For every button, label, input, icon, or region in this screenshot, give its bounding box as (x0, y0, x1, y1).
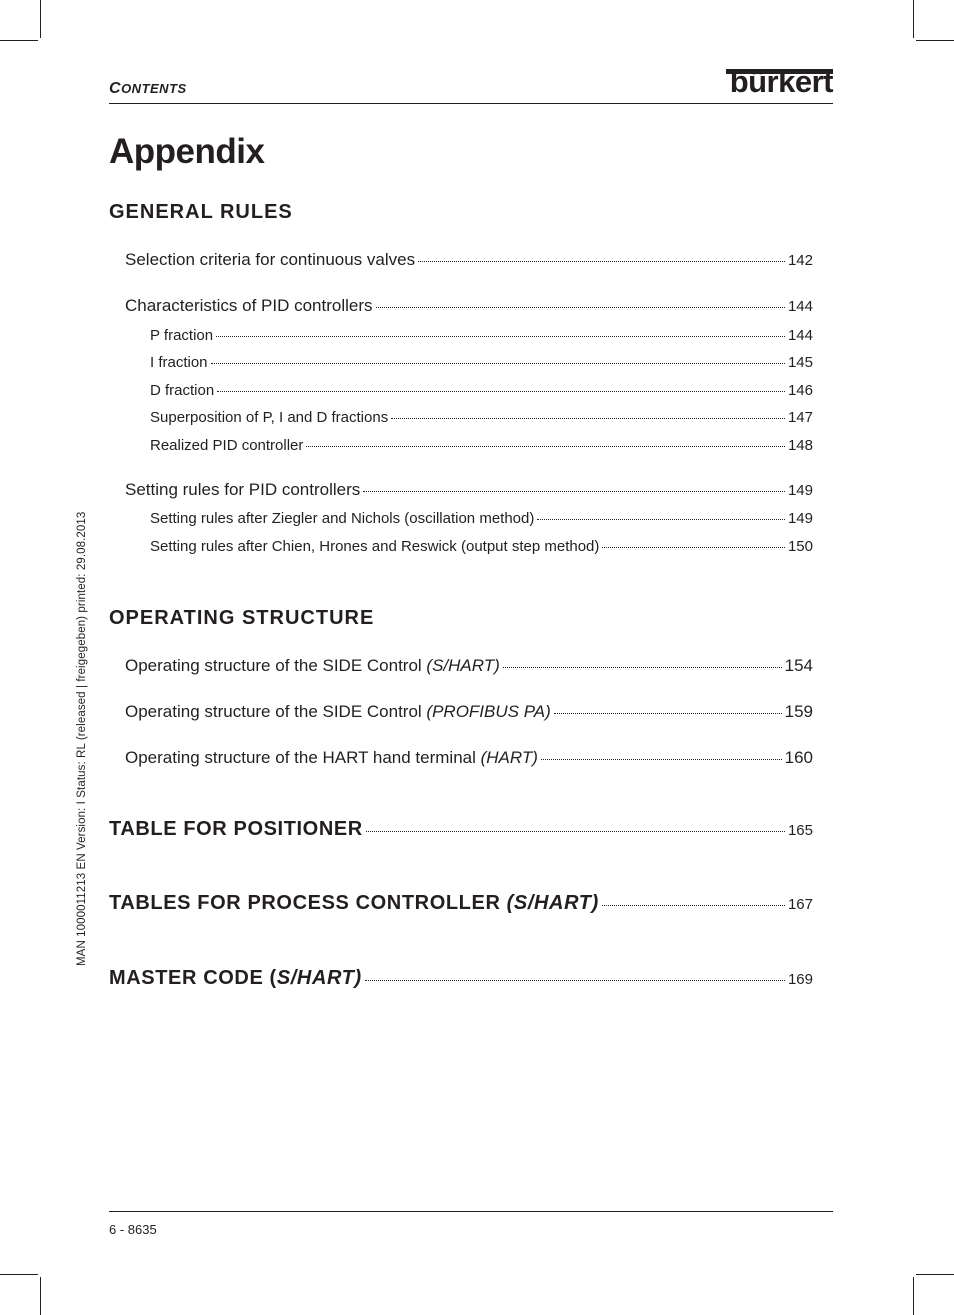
dot-leader (306, 446, 785, 447)
toc-subentry[interactable] (150, 327, 813, 344)
toc-subentry-label: Realized PID controller (150, 437, 304, 454)
toc-entry-label-variant: (PROFIBUS PA) (426, 702, 551, 721)
toc-entry[interactable] (125, 748, 813, 768)
toc-entry-label-text: Operating structure of the SIDE Control (125, 656, 427, 675)
toc-entry-label (125, 656, 500, 676)
toc-subentry-label: I fraction (150, 354, 208, 371)
dot-leader (503, 667, 782, 668)
toc-subentry-page: 147 (787, 409, 813, 426)
dot-leader (365, 980, 785, 981)
dot-leader (363, 491, 785, 492)
running-header (109, 80, 187, 98)
toc-entry-page: 142 (787, 252, 813, 269)
document-status-sidebar: MAN 1000011213 EN Version: I Status: RL (released | freigegeben) printed: 29.08.2013 (76, 511, 88, 966)
toc-entry-page: 144 (787, 298, 813, 315)
toc-entry-label-variant: (S/HART) (426, 656, 500, 675)
brand-logo: bürkert (729, 64, 833, 99)
toc-chapter-label-variant: (S/HART) (506, 892, 599, 914)
crop-mark (40, 1277, 41, 1315)
toc-entry-label (125, 748, 538, 768)
toc-entry[interactable] (125, 250, 813, 270)
toc-chapter-label (109, 892, 599, 915)
toc-chapter-master-code[interactable] (109, 967, 813, 990)
dot-leader (541, 759, 782, 760)
crop-mark (0, 40, 38, 41)
running-header-rest: ONTENTS (121, 81, 187, 96)
toc-subentry-page: 146 (787, 382, 813, 399)
dot-leader (391, 418, 785, 419)
toc-chapter-label-variant: S/HART) (276, 967, 362, 989)
toc-entry[interactable] (125, 702, 813, 722)
running-header-initial: C (109, 80, 122, 97)
crop-mark (916, 40, 954, 41)
dot-leader (602, 905, 785, 906)
toc-entry-label-text: Operating structure of the HART hand terminal (125, 748, 481, 767)
toc-subentry-page: 149 (787, 510, 813, 527)
dot-leader (537, 519, 785, 520)
toc-chapter-label-text: MASTER CODE ( (109, 967, 277, 989)
dot-leader (376, 307, 785, 308)
toc-chapter-page: 165 (787, 822, 813, 839)
toc-chapter-label-text: TABLES FOR PROCESS CONTROLLER (109, 892, 507, 914)
toc-subentry-page: 150 (787, 538, 813, 555)
toc-chapter-label: TABLE FOR POSITIONER (109, 818, 363, 840)
toc-subentry-label: Setting rules after Chien, Hrones and Reswick (output step method) (150, 538, 600, 555)
toc-entry-page: 149 (787, 482, 813, 499)
dot-leader (418, 261, 785, 262)
toc-subentry[interactable] (150, 409, 813, 426)
page-title: Appendix (109, 132, 265, 171)
toc-subentry-page: 144 (787, 327, 813, 344)
section-heading-operating-structure: OPERATING STRUCTURE (109, 607, 375, 629)
toc-subentry[interactable] (150, 538, 813, 555)
header-rule (109, 103, 833, 104)
toc-chapter-process-controller[interactable] (109, 892, 813, 915)
crop-mark (916, 1274, 954, 1275)
dot-leader (216, 336, 785, 337)
toc-entry[interactable] (125, 656, 813, 676)
toc-entry-label: Setting rules for PID controllers (125, 480, 361, 499)
toc-entry-label: Characteristics of PID controllers (125, 296, 373, 315)
toc-entry-page: 160 (784, 748, 813, 767)
toc-subentry[interactable] (150, 354, 813, 371)
toc-subentry-label: Setting rules after Ziegler and Nichols (oscillation method) (150, 510, 535, 527)
toc-entry-page: 159 (784, 702, 813, 721)
toc-chapter-table-for-positioner[interactable] (109, 818, 813, 841)
dot-leader (211, 363, 785, 364)
crop-mark (0, 1274, 38, 1275)
dot-leader (554, 713, 782, 714)
toc-entry-label-variant: (HART) (480, 748, 538, 767)
toc-subentry-label: Superposition of P, I and D fractions (150, 409, 389, 426)
toc-subentry-page: 148 (787, 437, 813, 454)
toc-subentry[interactable] (150, 510, 813, 527)
toc-subentry[interactable] (150, 437, 813, 454)
footer-rule (109, 1211, 833, 1212)
crop-mark (913, 1277, 914, 1315)
dot-leader (366, 831, 785, 832)
toc-entry-page: 154 (784, 656, 813, 675)
toc-entry-label: Selection criteria for continuous valves (125, 250, 416, 269)
toc-subentry[interactable] (150, 382, 813, 399)
page-number: 6 - 8635 (109, 1222, 157, 1237)
toc-subentry-label: P fraction (150, 327, 214, 344)
toc-chapter-label (109, 967, 362, 990)
toc-chapter-page: 167 (787, 896, 813, 913)
toc-subentry-page: 145 (787, 354, 813, 371)
dot-leader (217, 391, 785, 392)
dot-leader (602, 547, 785, 548)
toc-subentry-label: D fraction (150, 382, 215, 399)
section-heading-general-rules: GENERAL RULES (109, 201, 293, 223)
toc-entry[interactable] (125, 296, 813, 316)
toc-chapter-page: 169 (787, 971, 813, 988)
toc-entry-label (125, 702, 551, 722)
toc-entry[interactable] (125, 480, 813, 500)
toc-entry-label-text: Operating structure of the SIDE Control (125, 702, 427, 721)
crop-mark (40, 0, 41, 38)
crop-mark (913, 0, 914, 38)
